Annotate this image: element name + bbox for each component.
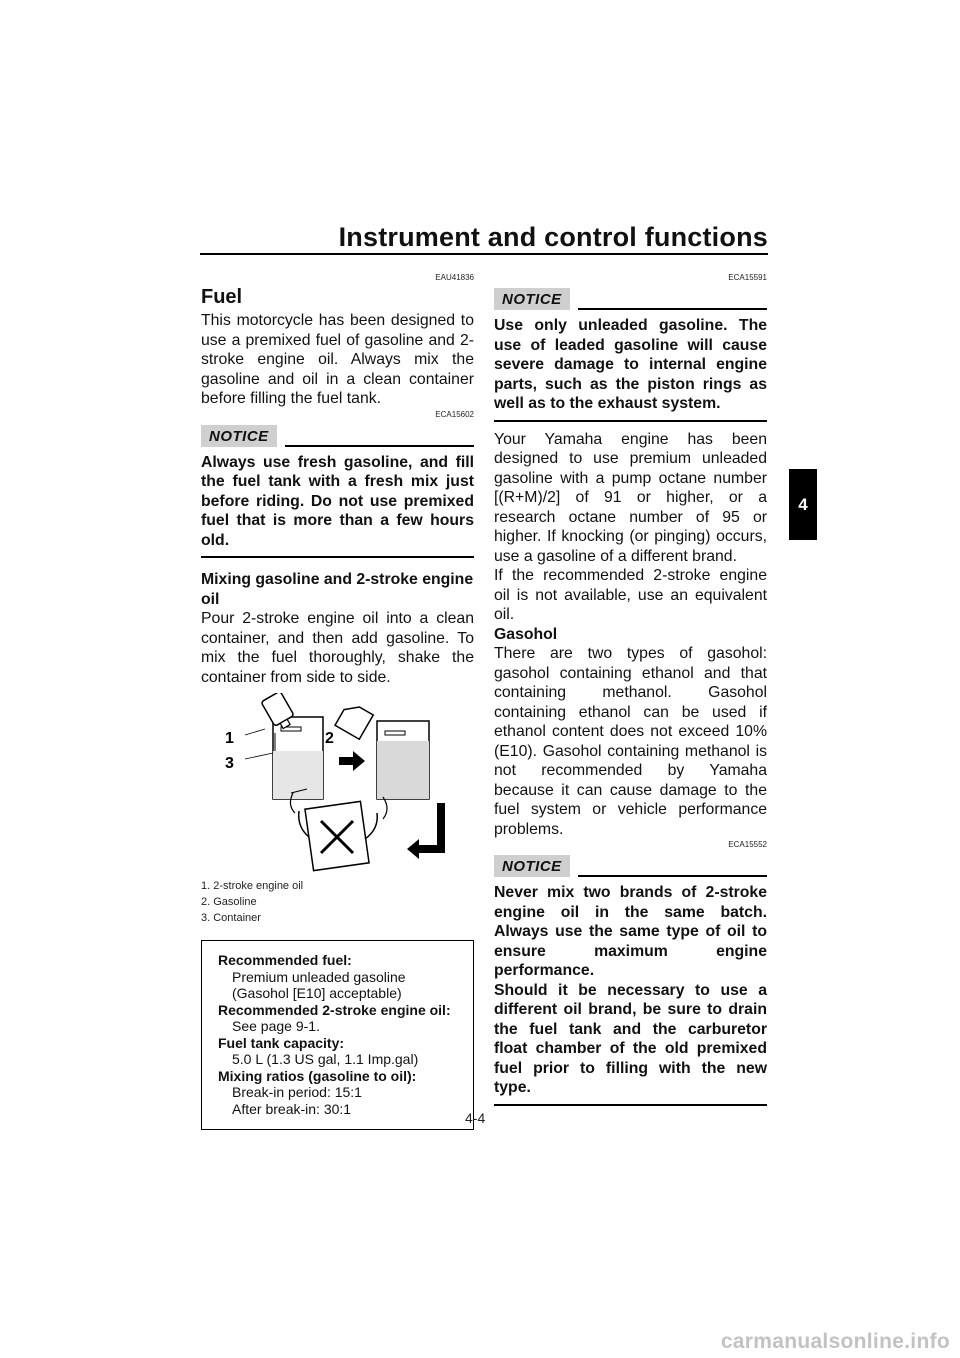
notice-rule [285, 445, 474, 447]
fuel-intro: This motorcycle has been designed to use a premixed fuel of gasoline and 2-stroke engine oil. Always mix the gasoline and oil in a clean container before filling the fuel tank. [201, 312, 474, 407]
spec-fuel-label: Recommended fuel: [218, 952, 352, 968]
mixing-heading: Mixing gasoline and 2-stroke engine oil [201, 571, 474, 608]
mixing-illustration [201, 693, 474, 878]
notice-rule [578, 308, 767, 310]
page-number: 4-4 [465, 1110, 486, 1126]
gasoline-can-icon [335, 701, 373, 739]
chapter-tab: 4 [789, 469, 817, 540]
notice-header [494, 286, 767, 310]
notice-badge: NOTICE [201, 425, 277, 447]
label-3: 3 [225, 755, 234, 772]
notice-rule [578, 875, 767, 877]
spec-ratio-after: After break-in: 30:1 [232, 1100, 352, 1117]
header-rule [200, 253, 768, 255]
caption-gasoline: 2. Gasoline [201, 896, 257, 908]
fuel-mixing-diagram [201, 693, 474, 878]
octane-text: Your Yamaha engine has been designed to use premium unleaded gasoline with a pump octane number [(R+M)/2] of 91 or higher, or a research octane number of 95 or higher. If knocking (or pinging) occurs, use a gasoline of a different brand. [494, 430, 767, 565]
notice-end-rule [494, 420, 767, 422]
spec-box [201, 940, 474, 1130]
notice-end-rule [201, 556, 474, 558]
right-column [494, 272, 767, 1114]
spec-fuel-value: Premium unleaded gasoline (Gasohol [E10] acceptable) [232, 968, 406, 1001]
gasohol-text: There are two types of gasohol: gasohol containing ethanol and that containing methanol. Gasohol containing ethanol can be used if ethanol content does not exceed 10% (E10). Gasohol containing methanol is not recommended by Yamaha because it can cause damage to the fuel system or vehicle performance problems. [494, 645, 767, 838]
label-2: 2 [325, 730, 334, 747]
mixing-text: Pour 2-stroke engine oil into a clean container, and then add gasoline. To mix the fuel thoroughly, shake the container from side to side. [201, 610, 474, 686]
shake-container-icon [290, 789, 387, 871]
notice-code: ECA15552 [728, 840, 767, 849]
section-code: EAU41836 [435, 273, 474, 282]
page-header-title: Instrument and control functions [338, 222, 768, 252]
arrow-down-icon [407, 803, 445, 859]
spec-oil-label: Recommended 2-stroke engine oil: [218, 1001, 451, 1018]
spec-oil-value: See page 9-1. [232, 1018, 320, 1034]
notice-code: ECA15591 [728, 273, 767, 282]
notice-header [494, 853, 767, 877]
notice-badge: NOTICE [494, 855, 570, 877]
watermark: carmanualsonline.info [720, 1330, 950, 1353]
arrow-right-icon [339, 751, 365, 771]
notice-end-rule [494, 1104, 767, 1106]
oil-alternative-text: If the recommended 2-stroke engine oil is not available, use an equivalent oil. [494, 567, 767, 623]
spec-ratio-label: Mixing ratios (gasoline to oil): [218, 1067, 417, 1084]
notice-text: Use only unleaded gasoline. The use of leaded gasoline will cause severe damage to internal engine parts, such as the piston rings as well as to the exhaust system. [494, 317, 767, 412]
spec-ratio-breakin: Break-in period: 15:1 [232, 1084, 362, 1100]
caption-container: 3. Container [201, 912, 261, 924]
notice-header [201, 423, 474, 447]
fuel-heading: Fuel [201, 286, 243, 308]
left-column [201, 272, 474, 1130]
gasohol-heading: Gasohol [494, 625, 558, 643]
notice-text: Never mix two brands of 2-stroke engine oil in the same batch. Always use the same type of oil to ensure maximum engine performance. [494, 884, 767, 979]
notice-code: ECA15602 [435, 409, 474, 419]
notice-text: Should it be necessary to use a different oil brand, be sure to drain the fuel tank and the carburetor float chamber of the old premixed fuel prior to filling with the new type. [494, 981, 767, 1096]
notice-text: Always use fresh gasoline, and fill the fuel tank with a fresh mix just before riding. Do not use premixed fuel that is more than a few hours old. [201, 453, 474, 549]
label-1: 1 [225, 730, 234, 747]
spec-capacity-value: 5.0 L (1.3 US gal, 1.1 Imp.gal) [232, 1051, 419, 1067]
caption-oil: 1. 2-stroke engine oil [201, 880, 304, 892]
spec-capacity-label: Fuel tank capacity: [218, 1034, 345, 1051]
notice-badge: NOTICE [494, 288, 570, 310]
